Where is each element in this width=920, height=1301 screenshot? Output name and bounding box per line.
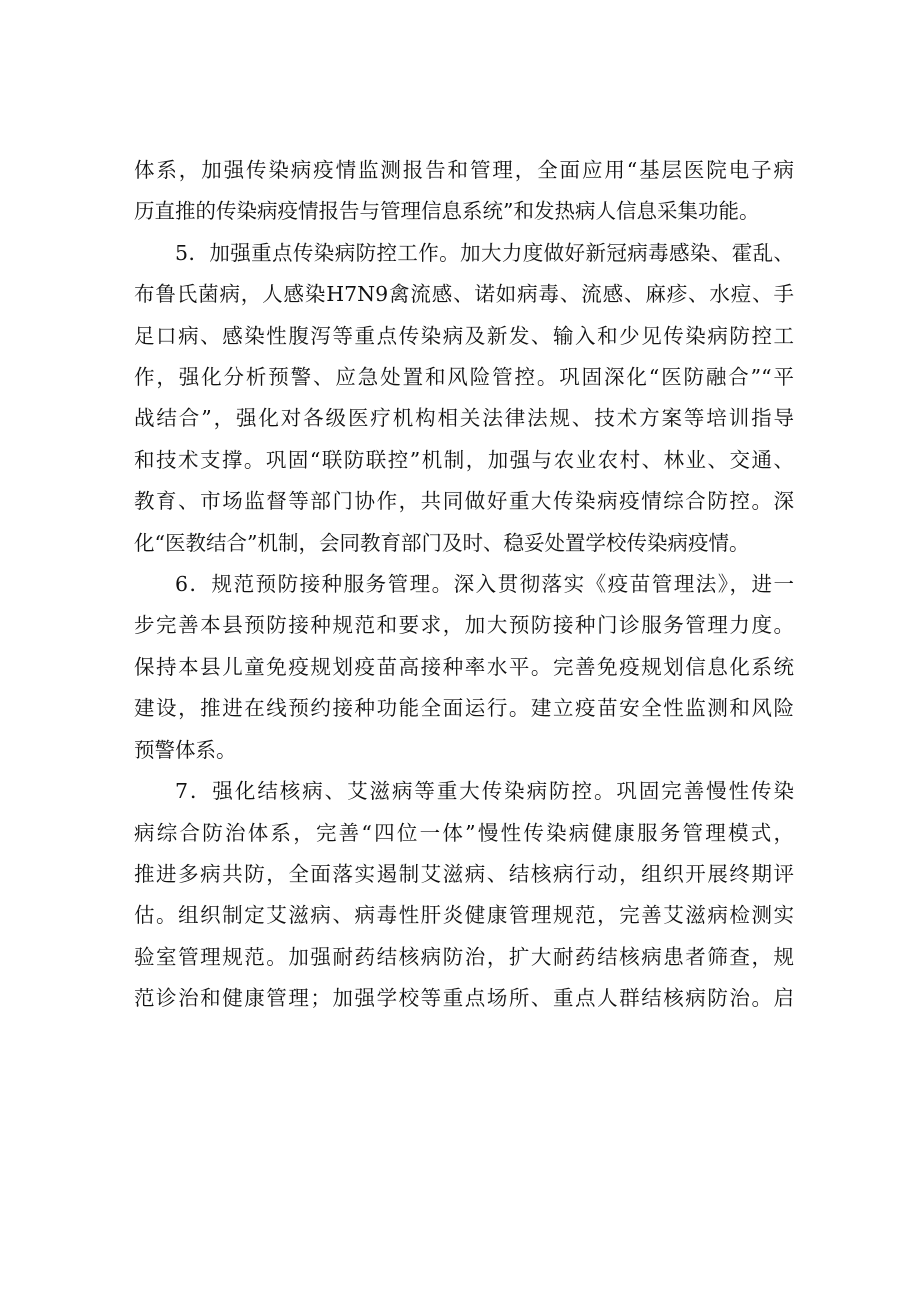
text-line: 保持本县儿童免疫规划疫苗高接种率水平。完善免疫规划信息化系统 [134,654,794,679]
text-line: 战结合”，强化对各级医疗机构相关法律法规、技术方案等培训指导 [134,406,794,431]
text-line: 教育、市场监督等部门协作，共同做好重大传染病疫情综合防控。深 [134,489,794,514]
text-line: 5．加强重点传染病防控工作。加大力度做好新冠病毒感染、霍乱、 [175,240,794,265]
text-line: 化“医教结合”机制，会同教育部门及时、稳妥处置学校传染病疫情。 [134,530,750,555]
text-line: 建设，推进在线预约接种功能全面运行。建立疫苗安全性监测和风险 [134,696,794,721]
paragraph-item-7 [134,771,794,1019]
text-line: 病综合防治体系，完善“四位一体”慢性传染病健康服务管理模式， [134,820,794,845]
text-line: 历直推的传染病疫情报告与管理信息系统”和发热病人信息采集功能。 [134,199,760,224]
document-body [134,150,794,1020]
text-line: 足口病、感染性腹泻等重点传染病及新发、输入和少见传染病防控工 [134,323,794,348]
text-line: 作，强化分析预警、应急处置和风险管控。巩固深化“医防融合”“平 [134,365,794,390]
text-line: 6．规范预防接种服务管理。深入贯彻落实《疫苗管理法》，进一 [175,572,794,597]
text-line: 验室管理规范。加强耐药结核病防治，扩大耐药结核病患者筛查，规 [134,944,794,969]
text-line: 推进多病共防，全面落实遏制艾滋病、结核病行动，组织开展终期评 [134,861,794,886]
text-line: 范诊治和健康管理；加强学校等重点场所、重点人群结核病防治。启 [134,986,794,1011]
text-line: 预警体系。 [134,737,237,762]
text-line: 估。组织制定艾滋病、病毒性肝炎健康管理规范，完善艾滋病检测实 [134,903,794,928]
paragraph-surveillance-continuation [134,150,794,233]
text-line: 7．强化结核病、艾滋病等重大传染病防控。巩固完善慢性传染 [175,779,794,804]
paragraph-item-6 [134,564,794,771]
text-line: 和技术支撑。巩固“联防联控”机制，加强与农业农村、林业、交通、 [134,447,794,472]
text-line: 体系，加强传染病疫情监测报告和管理，全面应用“基层医院电子病 [134,158,794,182]
text-line: 步完善本县预防接种规范和要求，加大预防接种门诊服务管理力度。 [134,613,794,638]
paragraph-item-5 [134,233,794,564]
text-line: 布鲁氏菌病，人感染H7N9禽流感、诺如病毒、流感、麻疹、水痘、手 [134,282,794,307]
